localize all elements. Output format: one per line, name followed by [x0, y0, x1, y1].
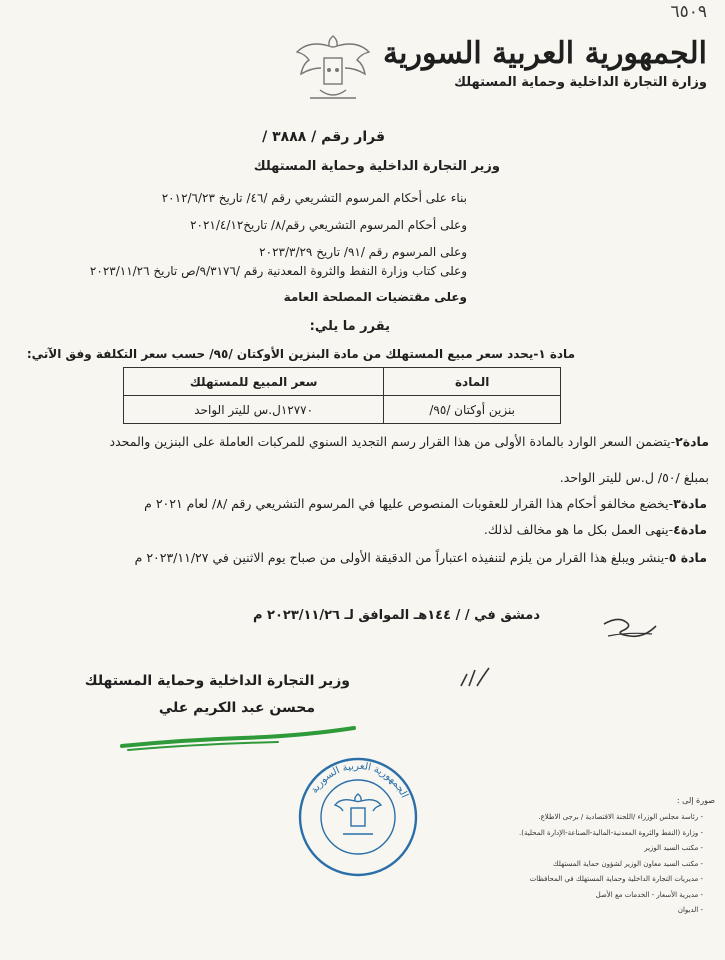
article-4-label: مادة٤ — [673, 522, 707, 537]
signatory-title: وزير التجارة الداخلية وحماية المستهلك — [84, 673, 350, 689]
column-header-material: المادة — [384, 368, 561, 396]
place-and-date: دمشق في / / ١٤٤هـ الموافق لـ ٢٠٢٣/١١/٢٦ م — [252, 608, 540, 623]
article-4-text: -ينهى العمل بكل ما هو مخالف لذلك. — [483, 522, 674, 537]
cell-price: ١٢٧٧٠ل.س لليتر الواحد — [124, 396, 384, 424]
copies-heading: صورة إلى : — [676, 796, 715, 805]
stamp-text: الجمهورية العربية السورية — [309, 760, 410, 800]
cell-material: بنزين أوكتان /٩٥/ — [384, 396, 561, 424]
list-item: - مديرية الأسعار - الخدمات مع الأصل — [595, 890, 703, 899]
list-item: - الديوان — [677, 906, 703, 914]
column-header-price: سعر المبيع للمستهلك — [124, 368, 384, 396]
preamble-line: وعلى كتاب وزارة النفط والثروة المعدنية رقم /٩/٣١٧٦/ص تاريخ ٢٠٢٣/١١/٢٦ — [89, 264, 467, 278]
article-3-text: -يخضع مخالفو أحكام هذا القرار للعقوبات المنصوص عليها في المرسوم التشريعي رقم /٨/ لعام ٢٠٢١ م — [144, 496, 674, 511]
decision-number: قرار رقم / ٣٨٨٨ / — [262, 129, 385, 145]
article-2-label: مادة٢ — [675, 434, 709, 449]
issuer-heading: وزير التجارة الداخلية وحماية المستهلك — [253, 159, 500, 174]
article-2 — [4, 434, 709, 449]
letterhead — [383, 36, 707, 90]
article-3-label: مادة٣ — [673, 496, 707, 511]
syrian-eagle-emblem — [292, 28, 374, 110]
list-item: - وزارة (النفط والثروة المعدنية-المالية-الصناعة-الإدارة المحلية). — [519, 828, 703, 837]
list-item: - مكتب السيد الوزير — [644, 844, 703, 852]
article-4 — [2, 522, 707, 537]
copies-list — [443, 810, 703, 919]
preamble-line: وعلى المرسوم رقم /٩١/ تاريخ ٢٠٢٣/٣/٢٩ — [259, 245, 467, 259]
article-5 — [2, 550, 707, 565]
preamble-line: وعلى مقتضيات المصلحة العامة — [283, 290, 467, 304]
article-1: مادة ١-يحدد سعر مبيع المستهلك من مادة البنزين الأوكتان /٩٥/ حسب سعر التكلفة وفق الآتي: — [26, 347, 575, 361]
article-2-text: -يتضمن السعر الوارد بالمادة الأولى من هذا القرار رسم التجديد السنوي للمركبات العاملة على البنزين والمحدد — [109, 434, 676, 449]
list-item: - مديريات التجارة الداخلية وحماية المستهلك في المحافظات — [529, 875, 703, 883]
article-5-text: -ينشر ويبلغ هذا القرار من يلزم لتنفيذه اعتباراً من الدقيقة الأولى من صباح يوم الاثنين في ٢٠٢٣/١١/٢٧ م — [134, 550, 669, 565]
ministry-name: وزارة التجارة الداخلية وحماية المستهلك — [454, 75, 707, 90]
list-item: - مكتب السيد معاون الوزير لشؤون حماية المستهلك — [552, 859, 703, 868]
preamble-line: وعلى أحكام المرسوم التشريعي رقم/٨/ تاريخ٢٠٢١/٤/١٢ — [190, 218, 467, 232]
republic-title: الجمهورية العربية السورية — [383, 36, 707, 71]
article-3 — [2, 496, 707, 511]
green-signature-stroke — [118, 726, 358, 754]
decides-heading: يقرر ما يلي: — [309, 319, 390, 334]
table-row — [124, 396, 561, 424]
signatory-name: محسن عبد الكريم علي — [158, 700, 315, 716]
article-5-label: مادة ٥ — [668, 550, 707, 565]
preamble-line: بناء على أحكام المرسوم التشريعي رقم /٤٦/ تاريخ ٢٠١٢/٦/٢٣ — [161, 191, 467, 205]
article-2-continued: بمبلغ /٥٠/ ل.س لليتر الواحد. — [559, 470, 709, 485]
minister-signature — [455, 662, 495, 692]
handwritten-number: ٦٥٠٩ — [670, 2, 707, 22]
price-table — [123, 367, 561, 424]
initials-signature — [600, 610, 660, 644]
preamble — [67, 185, 467, 266]
table-header-row — [124, 368, 561, 396]
official-stamp — [295, 754, 421, 880]
list-item: - رئاسة مجلس الوزراء /اللجنة الاقتصادية / برجى الاطلاع. — [538, 813, 703, 821]
